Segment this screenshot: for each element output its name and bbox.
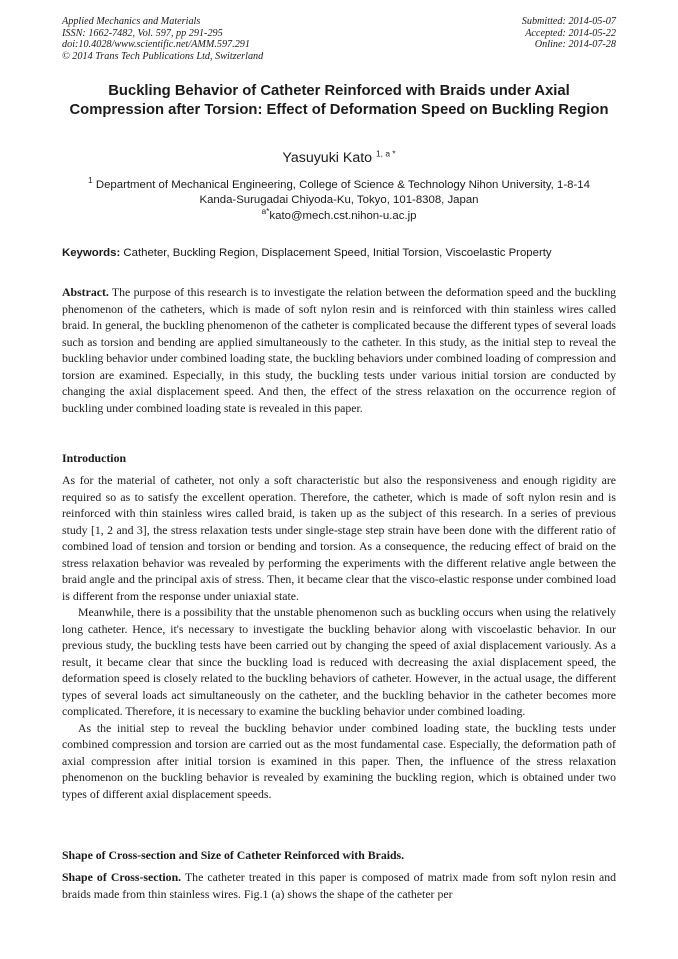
keywords (62, 247, 616, 259)
affiliation (62, 175, 616, 208)
cross-section-label: Shape of Cross-section. (62, 870, 182, 884)
introduction (62, 472, 616, 802)
affiliation-line-2: Kanda-Surugadai Chiyoda-Ku, Tokyo, 101-8308, Japan (199, 194, 479, 206)
journal-copyright: © 2014 Trans Tech Publications Ltd, Switzerland (62, 50, 264, 62)
cross-section-paragraph (62, 869, 616, 902)
online-date: Online: 2014-07-28 (534, 39, 616, 51)
abstract-text: The purpose of this research is to investigate the relation between the deformation speed and the buckling phenomenon of the catheters, which is made of soft nylon resin and is reinforced with thin stainless wires called braid. In general, the buckling phenomenon of the catheter is complicated because the different types of several loads such as torsion and bending are applied simultaneously to the catheter. In this study, as the initial step to reveal the buckling behavior under combined loading state, the buckling behaviors under combined loading of compression and torsion are examined. Especially, in this study, the buckling tests under various initial torsion are conducted by changing the axial displacement speed. And then, the effect of the stress relaxation on the occurrence region of buckling under combined loading state is revealed in this paper. (62, 285, 616, 415)
intro-paragraph-3: As the initial step to reveal the buckling behavior under combined loading state, the buckling tests under combined compression and torsion are carried out as the most fundamental case. Especially, the deformation path of axial compression after initial torsion is examined in this paper. Then, the influence of the stress relaxation phenomenon on the buckling behavior is revealed by examining the buckling region, which is obtained under two types of different axial displacement speeds. (62, 720, 616, 801)
email-mark: a* (261, 206, 270, 217)
keywords-text: Catheter, Buckling Region, Displacement Speed, Initial Torsion, Viscoelastic Property (120, 247, 552, 259)
affiliation-text-1: Department of Mechanical Engineering, College of Science & Technology Nihon University, 1-8-14 (92, 179, 590, 191)
author-name: Yasuyuki Kato (282, 150, 377, 166)
abstract-label: Abstract. (62, 285, 109, 299)
affiliation-mark: 1 (88, 175, 93, 186)
cross-section-text: The catheter treated in this paper is composed of matrix made from soft nylon resin and braids made from thin stainless wires. Fig.1 (a) shows the shape of the catheter per (62, 870, 616, 901)
section-heading-cross-section: Shape of Cross-section and Size of Catheter Reinforced with Braids. (62, 848, 405, 862)
journal-doi: doi:10.4028/www.scientific.net/AMM.597.291 (62, 39, 250, 51)
author-email (62, 206, 616, 222)
submitted-date: Submitted: 2014-05-07 (521, 16, 616, 27)
email-address[interactable]: kato@mech.cst.nihon-u.ac.jp (269, 210, 417, 222)
author-affiliation-mark: 1, a * (376, 148, 396, 159)
paper-title: Buckling Behavior of Catheter Reinforced with Braids under Axial Compression after Torsion: Effect of Deformation Speed on Buckling Region (69, 83, 609, 118)
author-line (62, 150, 616, 166)
intro-paragraph-2: Meanwhile, there is a possibility that the unstable phenomenon such as buckling occurs when using the relatively long catheter. Hence, it's necessary to investigate the buckling behavior along with viscoelastic behavior. In our previous study, the buckling tests have been carried out by changing the speed of axial displacement variously. As a result, it became clear that since the buckling load is reduced with decreasing the axial displacement speed, the deformation speed is closely related to the buckling behaviors of catheter. However, in the actual usage, the different types of several loads act simultaneously on the catheter, and the buckling behavior in the catheter becomes more complicated. Therefore, it is necessary to examine the buckling behavior under combined loading. (62, 605, 616, 718)
journal-name: Applied Mechanics and Materials (62, 16, 201, 27)
introduction-heading: Introduction (62, 451, 127, 465)
abstract (62, 284, 616, 416)
keywords-label: Keywords: (62, 247, 121, 259)
intro-paragraph-1: As for the material of catheter, not only a soft characteristic but also the responsiveness and enough rigidity are required so as to satisfy the excellent operation. Therefore, the catheter, which is made of soft nylon resin and is reinforced with thin stainless wires called braid, is taken up as the subject of this research. In a series of previous study [1, 2 and 3], the stress relaxation tests under single-stage step strain have been done with the different ratio of combined load of tension and torsion or bending and torsion. As a consequence, the reducing effect of braid on the stress relaxation behavior was revealed by performing the experiments with the different relative angle between the braid angle and the principal axis of stress. Then, it became clear that the visco-elastic response under combined load is different from the response under uniaxial state. (62, 473, 616, 603)
submission-dates (522, 16, 616, 51)
journal-info (62, 16, 263, 62)
accepted-date: Accepted: 2014-05-22 (525, 27, 616, 39)
abstract-paragraph (62, 284, 616, 416)
journal-issn: ISSN: 1662-7482, Vol. 597, pp 291-295 (62, 27, 223, 39)
section-cross-section (62, 869, 616, 902)
affiliation-line-1 (62, 175, 616, 193)
